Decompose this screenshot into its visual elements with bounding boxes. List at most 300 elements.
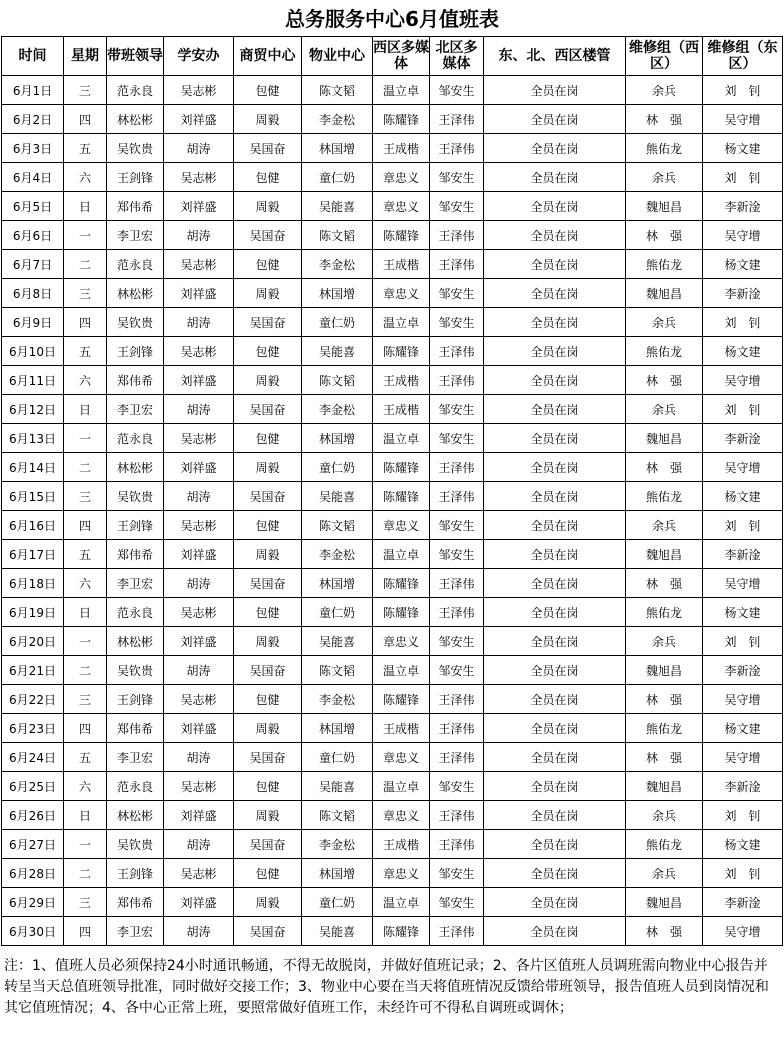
repair-west-cell: 林 强 <box>626 221 703 250</box>
date-cell: 6月16日 <box>2 511 64 540</box>
student-affairs-cell: 吴志彬 <box>164 424 234 453</box>
building-managers-cell: 全员在岗 <box>484 772 626 801</box>
date-cell: 6月5日 <box>2 192 64 221</box>
student-affairs-cell: 刘祥盛 <box>164 801 234 830</box>
west-multimedia-cell: 陈耀锋 <box>373 105 430 134</box>
west-multimedia-cell: 陈耀锋 <box>373 569 430 598</box>
table-body <box>2 76 783 946</box>
weekday-cell: 一 <box>64 627 107 656</box>
repair-west-cell: 魏旭昌 <box>626 192 703 221</box>
weekday-cell: 二 <box>64 453 107 482</box>
student-affairs-cell: 胡涛 <box>164 395 234 424</box>
north-multimedia-cell: 邹安生 <box>430 163 484 192</box>
table-header <box>2 37 783 76</box>
repair-east-cell: 刘 钊 <box>703 395 783 424</box>
west-multimedia-cell: 温立卓 <box>373 772 430 801</box>
property-center-cell: 林国增 <box>302 134 373 163</box>
commerce-center-cell: 周毅 <box>234 888 302 917</box>
west-multimedia-cell: 章忠义 <box>373 627 430 656</box>
weekday-cell: 五 <box>64 540 107 569</box>
north-multimedia-cell: 王泽伟 <box>430 714 484 743</box>
building-managers-cell: 全员在岗 <box>484 511 626 540</box>
west-multimedia-cell: 章忠义 <box>373 163 430 192</box>
building-managers-cell: 全员在岗 <box>484 801 626 830</box>
student-affairs-cell: 刘祥盛 <box>164 627 234 656</box>
west-multimedia-cell: 章忠义 <box>373 279 430 308</box>
north-multimedia-cell: 邹安生 <box>430 511 484 540</box>
student-affairs-cell: 刘祥盛 <box>164 714 234 743</box>
repair-east-cell: 杨文建 <box>703 134 783 163</box>
property-center-cell: 童仁奶 <box>302 743 373 772</box>
table-row <box>2 656 783 685</box>
table-row <box>2 917 783 946</box>
building-managers-cell: 全员在岗 <box>484 221 626 250</box>
header-repair-east: 维修组（东区） <box>703 37 783 76</box>
north-multimedia-cell: 王泽伟 <box>430 569 484 598</box>
commerce-center-cell: 吴国奋 <box>234 830 302 859</box>
duty-leader-cell: 吴钦贵 <box>107 308 164 337</box>
table-row <box>2 192 783 221</box>
duty-leader-cell: 王剑锋 <box>107 859 164 888</box>
commerce-center-cell: 包健 <box>234 598 302 627</box>
west-multimedia-cell: 王成楷 <box>373 250 430 279</box>
date-cell: 6月18日 <box>2 569 64 598</box>
duty-leader-cell: 林松彬 <box>107 279 164 308</box>
date-cell: 6月11日 <box>2 366 64 395</box>
repair-west-cell: 余兵 <box>626 76 703 105</box>
repair-west-cell: 林 强 <box>626 743 703 772</box>
commerce-center-cell: 吴国奋 <box>234 482 302 511</box>
repair-east-cell: 刘 钊 <box>703 308 783 337</box>
weekday-cell: 一 <box>64 830 107 859</box>
duty-leader-cell: 李卫宏 <box>107 743 164 772</box>
duty-leader-cell: 王剑锋 <box>107 685 164 714</box>
student-affairs-cell: 胡涛 <box>164 308 234 337</box>
commerce-center-cell: 周毅 <box>234 801 302 830</box>
weekday-cell: 二 <box>64 859 107 888</box>
header-row <box>2 37 783 76</box>
header-repair-west: 维修组（西区） <box>626 37 703 76</box>
building-managers-cell: 全员在岗 <box>484 279 626 308</box>
header-weekday: 星期 <box>64 37 107 76</box>
weekday-cell: 日 <box>64 801 107 830</box>
north-multimedia-cell: 王泽伟 <box>430 337 484 366</box>
repair-east-cell: 杨文建 <box>703 714 783 743</box>
repair-east-cell: 吴守增 <box>703 743 783 772</box>
table-row <box>2 627 783 656</box>
repair-east-cell: 刘 钊 <box>703 859 783 888</box>
repair-east-cell: 刘 钊 <box>703 163 783 192</box>
student-affairs-cell: 刘祥盛 <box>164 366 234 395</box>
repair-east-cell: 李新淦 <box>703 424 783 453</box>
north-multimedia-cell: 王泽伟 <box>430 250 484 279</box>
commerce-center-cell: 包健 <box>234 685 302 714</box>
weekday-cell: 一 <box>64 424 107 453</box>
student-affairs-cell: 胡涛 <box>164 656 234 685</box>
student-affairs-cell: 吴志彬 <box>164 859 234 888</box>
weekday-cell: 三 <box>64 888 107 917</box>
building-managers-cell: 全员在岗 <box>484 105 626 134</box>
west-multimedia-cell: 章忠义 <box>373 801 430 830</box>
student-affairs-cell: 吴志彬 <box>164 163 234 192</box>
repair-west-cell: 余兵 <box>626 511 703 540</box>
commerce-center-cell: 包健 <box>234 859 302 888</box>
repair-west-cell: 余兵 <box>626 801 703 830</box>
header-commerce-center: 商贸中心 <box>234 37 302 76</box>
table-row <box>2 308 783 337</box>
student-affairs-cell: 胡涛 <box>164 830 234 859</box>
student-affairs-cell: 刘祥盛 <box>164 105 234 134</box>
repair-east-cell: 李新淦 <box>703 279 783 308</box>
north-multimedia-cell: 邹安生 <box>430 888 484 917</box>
west-multimedia-cell: 温立卓 <box>373 424 430 453</box>
date-cell: 6月25日 <box>2 772 64 801</box>
west-multimedia-cell: 王成楷 <box>373 714 430 743</box>
date-cell: 6月1日 <box>2 76 64 105</box>
duty-leader-cell: 李卫宏 <box>107 395 164 424</box>
property-center-cell: 李金松 <box>302 685 373 714</box>
west-multimedia-cell: 章忠义 <box>373 511 430 540</box>
repair-east-cell: 吴守增 <box>703 221 783 250</box>
date-cell: 6月4日 <box>2 163 64 192</box>
header-duty-leader: 带班领导 <box>107 37 164 76</box>
table-row <box>2 511 783 540</box>
duty-leader-cell: 吴钦贵 <box>107 830 164 859</box>
commerce-center-cell: 周毅 <box>234 105 302 134</box>
repair-east-cell: 杨文建 <box>703 830 783 859</box>
repair-east-cell: 杨文建 <box>703 598 783 627</box>
repair-east-cell: 李新淦 <box>703 772 783 801</box>
weekday-cell: 三 <box>64 76 107 105</box>
weekday-cell: 三 <box>64 685 107 714</box>
repair-west-cell: 林 强 <box>626 917 703 946</box>
building-managers-cell: 全员在岗 <box>484 830 626 859</box>
north-multimedia-cell: 王泽伟 <box>430 366 484 395</box>
property-center-cell: 林国增 <box>302 859 373 888</box>
date-cell: 6月10日 <box>2 337 64 366</box>
building-managers-cell: 全员在岗 <box>484 714 626 743</box>
north-multimedia-cell: 王泽伟 <box>430 482 484 511</box>
student-affairs-cell: 刘祥盛 <box>164 279 234 308</box>
date-cell: 6月19日 <box>2 598 64 627</box>
building-managers-cell: 全员在岗 <box>484 453 626 482</box>
weekday-cell: 六 <box>64 366 107 395</box>
repair-east-cell: 李新淦 <box>703 656 783 685</box>
repair-east-cell: 李新淦 <box>703 540 783 569</box>
building-managers-cell: 全员在岗 <box>484 482 626 511</box>
student-affairs-cell: 吴志彬 <box>164 598 234 627</box>
date-cell: 6月21日 <box>2 656 64 685</box>
repair-west-cell: 熊佑龙 <box>626 830 703 859</box>
table-row <box>2 540 783 569</box>
commerce-center-cell: 周毅 <box>234 453 302 482</box>
table-row <box>2 134 783 163</box>
north-multimedia-cell: 王泽伟 <box>430 830 484 859</box>
commerce-center-cell: 周毅 <box>234 192 302 221</box>
north-multimedia-cell: 王泽伟 <box>430 743 484 772</box>
weekday-cell: 五 <box>64 134 107 163</box>
duty-leader-cell: 范永良 <box>107 772 164 801</box>
table-row <box>2 221 783 250</box>
date-cell: 6月7日 <box>2 250 64 279</box>
table-row <box>2 163 783 192</box>
north-multimedia-cell: 邹安生 <box>430 859 484 888</box>
student-affairs-cell: 胡涛 <box>164 917 234 946</box>
student-affairs-cell: 胡涛 <box>164 743 234 772</box>
duty-leader-cell: 范永良 <box>107 598 164 627</box>
student-affairs-cell: 吴志彬 <box>164 511 234 540</box>
duty-leader-cell: 郑伟希 <box>107 540 164 569</box>
north-multimedia-cell: 邹安生 <box>430 76 484 105</box>
table-row <box>2 337 783 366</box>
repair-west-cell: 魏旭昌 <box>626 656 703 685</box>
repair-west-cell: 林 强 <box>626 685 703 714</box>
repair-west-cell: 魏旭昌 <box>626 424 703 453</box>
west-multimedia-cell: 陈耀锋 <box>373 453 430 482</box>
repair-east-cell: 杨文建 <box>703 250 783 279</box>
repair-west-cell: 林 强 <box>626 453 703 482</box>
repair-west-cell: 熊佑龙 <box>626 250 703 279</box>
west-multimedia-cell: 温立卓 <box>373 888 430 917</box>
date-cell: 6月3日 <box>2 134 64 163</box>
duty-table <box>1 36 783 946</box>
duty-leader-cell: 郑伟希 <box>107 888 164 917</box>
commerce-center-cell: 吴国奋 <box>234 134 302 163</box>
student-affairs-cell: 刘祥盛 <box>164 888 234 917</box>
repair-west-cell: 熊佑龙 <box>626 598 703 627</box>
header-north-multimedia: 北区多媒体 <box>430 37 484 76</box>
property-center-cell: 林国增 <box>302 279 373 308</box>
repair-east-cell: 刘 钊 <box>703 76 783 105</box>
date-cell: 6月6日 <box>2 221 64 250</box>
property-center-cell: 李金松 <box>302 250 373 279</box>
west-multimedia-cell: 陈耀锋 <box>373 917 430 946</box>
building-managers-cell: 全员在岗 <box>484 743 626 772</box>
building-managers-cell: 全员在岗 <box>484 308 626 337</box>
table-row <box>2 772 783 801</box>
commerce-center-cell: 周毅 <box>234 627 302 656</box>
commerce-center-cell: 周毅 <box>234 714 302 743</box>
header-student-affairs: 学安办 <box>164 37 234 76</box>
building-managers-cell: 全员在岗 <box>484 192 626 221</box>
property-center-cell: 陈文韬 <box>302 511 373 540</box>
repair-west-cell: 余兵 <box>626 308 703 337</box>
weekday-cell: 日 <box>64 192 107 221</box>
property-center-cell: 童仁奶 <box>302 453 373 482</box>
date-cell: 6月15日 <box>2 482 64 511</box>
repair-west-cell: 熊佑龙 <box>626 134 703 163</box>
duty-leader-cell: 王剑锋 <box>107 337 164 366</box>
west-multimedia-cell: 陈耀锋 <box>373 337 430 366</box>
weekday-cell: 五 <box>64 337 107 366</box>
duty-leader-cell: 吴钦贵 <box>107 134 164 163</box>
header-date: 时间 <box>2 37 64 76</box>
duty-leader-cell: 郑伟希 <box>107 366 164 395</box>
building-managers-cell: 全员在岗 <box>484 656 626 685</box>
property-center-cell: 陈文韬 <box>302 221 373 250</box>
table-row <box>2 801 783 830</box>
student-affairs-cell: 吴志彬 <box>164 76 234 105</box>
date-cell: 6月20日 <box>2 627 64 656</box>
commerce-center-cell: 包健 <box>234 511 302 540</box>
commerce-center-cell: 吴国奋 <box>234 395 302 424</box>
date-cell: 6月12日 <box>2 395 64 424</box>
header-building-managers: 东、北、西区楼管 <box>484 37 626 76</box>
student-affairs-cell: 刘祥盛 <box>164 540 234 569</box>
repair-east-cell: 刘 钊 <box>703 801 783 830</box>
duty-leader-cell: 林松彬 <box>107 105 164 134</box>
page-title: 总务服务中心6月值班表 <box>285 7 499 31</box>
repair-east-cell: 杨文建 <box>703 337 783 366</box>
building-managers-cell: 全员在岗 <box>484 598 626 627</box>
commerce-center-cell: 包健 <box>234 250 302 279</box>
weekday-cell: 日 <box>64 598 107 627</box>
duty-leader-cell: 王剑锋 <box>107 163 164 192</box>
date-cell: 6月2日 <box>2 105 64 134</box>
commerce-center-cell: 吴国奋 <box>234 308 302 337</box>
commerce-center-cell: 包健 <box>234 337 302 366</box>
west-multimedia-cell: 陈耀锋 <box>373 598 430 627</box>
duty-leader-cell: 吴钦贵 <box>107 482 164 511</box>
date-cell: 6月28日 <box>2 859 64 888</box>
building-managers-cell: 全员在岗 <box>484 569 626 598</box>
west-multimedia-cell: 章忠义 <box>373 859 430 888</box>
building-managers-cell: 全员在岗 <box>484 685 626 714</box>
weekday-cell: 六 <box>64 569 107 598</box>
repair-east-cell: 吴守增 <box>703 366 783 395</box>
repair-east-cell: 刘 钊 <box>703 511 783 540</box>
west-multimedia-cell: 陈耀锋 <box>373 221 430 250</box>
repair-west-cell: 林 强 <box>626 105 703 134</box>
student-affairs-cell: 胡涛 <box>164 569 234 598</box>
commerce-center-cell: 吴国奋 <box>234 656 302 685</box>
property-center-cell: 童仁奶 <box>302 888 373 917</box>
weekday-cell: 二 <box>64 250 107 279</box>
weekday-cell: 三 <box>64 279 107 308</box>
property-center-cell: 林国增 <box>302 569 373 598</box>
table-row <box>2 714 783 743</box>
duty-leader-cell: 李卫宏 <box>107 569 164 598</box>
table-row <box>2 366 783 395</box>
west-multimedia-cell: 王成楷 <box>373 830 430 859</box>
repair-west-cell: 熊佑龙 <box>626 714 703 743</box>
property-center-cell: 吴能喜 <box>302 627 373 656</box>
weekday-cell: 四 <box>64 511 107 540</box>
student-affairs-cell: 刘祥盛 <box>164 192 234 221</box>
table-row <box>2 395 783 424</box>
weekday-cell: 一 <box>64 221 107 250</box>
building-managers-cell: 全员在岗 <box>484 163 626 192</box>
duty-leader-cell: 范永良 <box>107 76 164 105</box>
date-cell: 6月23日 <box>2 714 64 743</box>
weekday-cell: 四 <box>64 917 107 946</box>
repair-west-cell: 魏旭昌 <box>626 540 703 569</box>
date-cell: 6月17日 <box>2 540 64 569</box>
north-multimedia-cell: 邹安生 <box>430 308 484 337</box>
property-center-cell: 陈文韬 <box>302 656 373 685</box>
table-row <box>2 859 783 888</box>
repair-east-cell: 李新淦 <box>703 192 783 221</box>
repair-east-cell: 吴守增 <box>703 569 783 598</box>
building-managers-cell: 全员在岗 <box>484 366 626 395</box>
west-multimedia-cell: 温立卓 <box>373 308 430 337</box>
student-affairs-cell: 吴志彬 <box>164 772 234 801</box>
table-row <box>2 76 783 105</box>
duty-leader-cell: 范永良 <box>107 250 164 279</box>
weekday-cell: 四 <box>64 714 107 743</box>
duty-leader-cell: 李卫宏 <box>107 221 164 250</box>
repair-west-cell: 林 强 <box>626 366 703 395</box>
student-affairs-cell: 胡涛 <box>164 221 234 250</box>
repair-east-cell: 杨文建 <box>703 482 783 511</box>
west-multimedia-cell: 王成楷 <box>373 134 430 163</box>
repair-west-cell: 魏旭昌 <box>626 772 703 801</box>
weekday-cell: 六 <box>64 772 107 801</box>
table-row <box>2 482 783 511</box>
commerce-center-cell: 包健 <box>234 772 302 801</box>
north-multimedia-cell: 邹安生 <box>430 424 484 453</box>
building-managers-cell: 全员在岗 <box>484 540 626 569</box>
repair-west-cell: 熊佑龙 <box>626 337 703 366</box>
duty-leader-cell: 林松彬 <box>107 453 164 482</box>
north-multimedia-cell: 邹安生 <box>430 627 484 656</box>
north-multimedia-cell: 王泽伟 <box>430 801 484 830</box>
commerce-center-cell: 包健 <box>234 163 302 192</box>
weekday-cell: 三 <box>64 482 107 511</box>
west-multimedia-cell: 温立卓 <box>373 76 430 105</box>
commerce-center-cell: 周毅 <box>234 540 302 569</box>
north-multimedia-cell: 王泽伟 <box>430 917 484 946</box>
duty-leader-cell: 林松彬 <box>107 801 164 830</box>
date-cell: 6月14日 <box>2 453 64 482</box>
repair-east-cell: 李新淦 <box>703 888 783 917</box>
property-center-cell: 童仁奶 <box>302 308 373 337</box>
north-multimedia-cell: 王泽伟 <box>430 453 484 482</box>
property-center-cell: 吴能喜 <box>302 337 373 366</box>
date-cell: 6月27日 <box>2 830 64 859</box>
commerce-center-cell: 吴国奋 <box>234 917 302 946</box>
table-row <box>2 279 783 308</box>
north-multimedia-cell: 邹安生 <box>430 279 484 308</box>
table-row <box>2 743 783 772</box>
commerce-center-cell: 吴国奋 <box>234 743 302 772</box>
repair-west-cell: 熊佑龙 <box>626 482 703 511</box>
duty-leader-cell: 郑伟希 <box>107 192 164 221</box>
repair-west-cell: 余兵 <box>626 627 703 656</box>
west-multimedia-cell: 陈耀锋 <box>373 482 430 511</box>
property-center-cell: 李金松 <box>302 395 373 424</box>
table-row <box>2 569 783 598</box>
table-row <box>2 250 783 279</box>
student-affairs-cell: 吴志彬 <box>164 250 234 279</box>
building-managers-cell: 全员在岗 <box>484 627 626 656</box>
weekday-cell: 四 <box>64 105 107 134</box>
student-affairs-cell: 胡涛 <box>164 134 234 163</box>
duty-leader-cell: 王剑锋 <box>107 511 164 540</box>
west-multimedia-cell: 王成楷 <box>373 366 430 395</box>
repair-east-cell: 吴守增 <box>703 685 783 714</box>
repair-west-cell: 余兵 <box>626 163 703 192</box>
weekday-cell: 日 <box>64 395 107 424</box>
student-affairs-cell: 胡涛 <box>164 482 234 511</box>
property-center-cell: 童仁奶 <box>302 163 373 192</box>
repair-east-cell: 吴守增 <box>703 917 783 946</box>
repair-west-cell: 余兵 <box>626 859 703 888</box>
commerce-center-cell: 包健 <box>234 424 302 453</box>
date-cell: 6月30日 <box>2 917 64 946</box>
repair-west-cell: 林 强 <box>626 569 703 598</box>
date-cell: 6月8日 <box>2 279 64 308</box>
